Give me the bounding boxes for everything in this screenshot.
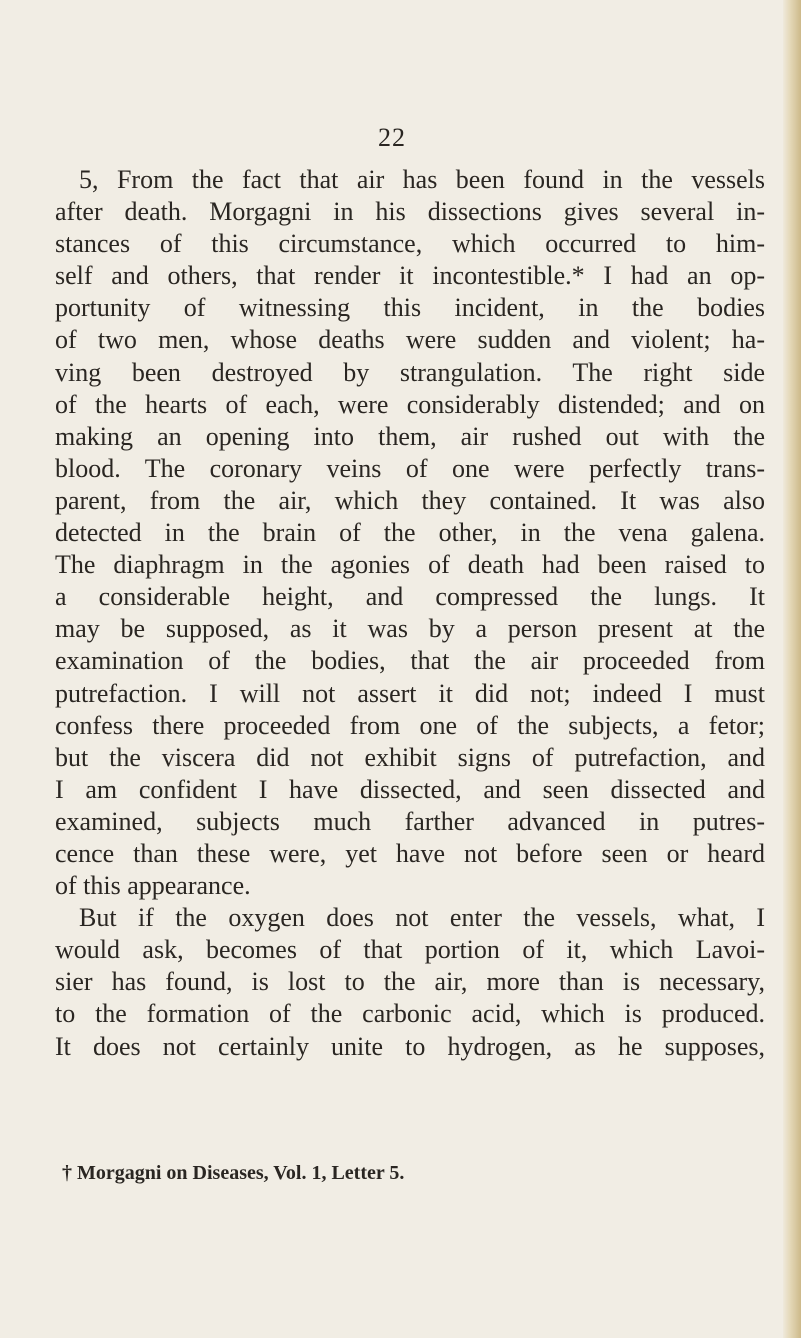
text-line: putrefaction. I will not assert it did not; indeed I must xyxy=(55,678,765,708)
text-line: would ask, becomes of that portion of it, which Lavoi- xyxy=(55,935,765,965)
text-line: to the formation of the carbonic acid, which is produced. xyxy=(55,999,765,1029)
text-line: of two men, whose deaths were sudden and violent; ha- xyxy=(55,325,765,355)
text-line: ving been destroyed by strangulation. The right side xyxy=(55,357,765,387)
text-line: stances of this circumstance, which occurred to him- xyxy=(55,229,765,259)
text-line: The diaphragm in the agonies of death had been raised to xyxy=(55,550,765,580)
text-line: 5, From the fact that air has been found in the vessels xyxy=(79,165,765,194)
footnote: † Morgagni on Diseases, Vol. 1, Letter 5. xyxy=(62,1162,405,1184)
text-line: blood. The coronary veins of one were perfectly trans- xyxy=(55,453,765,483)
page-edge xyxy=(783,0,801,1338)
text-line: detected in the brain of the other, in the vena galena. xyxy=(55,518,765,548)
text-line: I am confident I have dissected, and seen dissected and xyxy=(55,774,765,804)
text-line: self and others, that render it incontestible.* I had an op- xyxy=(55,261,765,291)
text-line: but the viscera did not exhibit signs of putrefaction, and xyxy=(55,742,765,772)
text-line: examination of the bodies, that the air proceeded from xyxy=(55,646,765,676)
text-line: parent, from the air, which they contained. It was also xyxy=(55,485,765,515)
body-text xyxy=(55,164,765,1063)
text-line: examined, subjects much farther advanced in putres- xyxy=(55,806,765,836)
text-line: after death. Morgagni in his dissections gives several in- xyxy=(55,197,765,227)
text-line: of the hearts of each, were considerably distended; and on xyxy=(55,389,765,419)
text-line: But if the oxygen does not enter the vessels, what, I xyxy=(79,903,765,933)
text-line: making an opening into them, air rushed out with the xyxy=(55,421,765,451)
text-line: confess there proceeded from one of the subjects, a fetor; xyxy=(55,710,765,740)
text-line: cence than these were, yet have not before seen or heard xyxy=(55,838,765,868)
page-number: 22 xyxy=(378,123,406,152)
text-line: portunity of witnessing this incident, in the bodies xyxy=(55,293,765,323)
text-line: It does not certainly unite to hydrogen, as he supposes, xyxy=(55,1031,765,1061)
text-line: may be supposed, as it was by a person present at the xyxy=(55,614,765,644)
text-line: sier has found, is lost to the air, more than is necessary, xyxy=(55,967,765,997)
text-line: of this appearance. xyxy=(55,871,251,901)
text-line: a considerable height, and compressed the lungs. It xyxy=(55,582,765,612)
